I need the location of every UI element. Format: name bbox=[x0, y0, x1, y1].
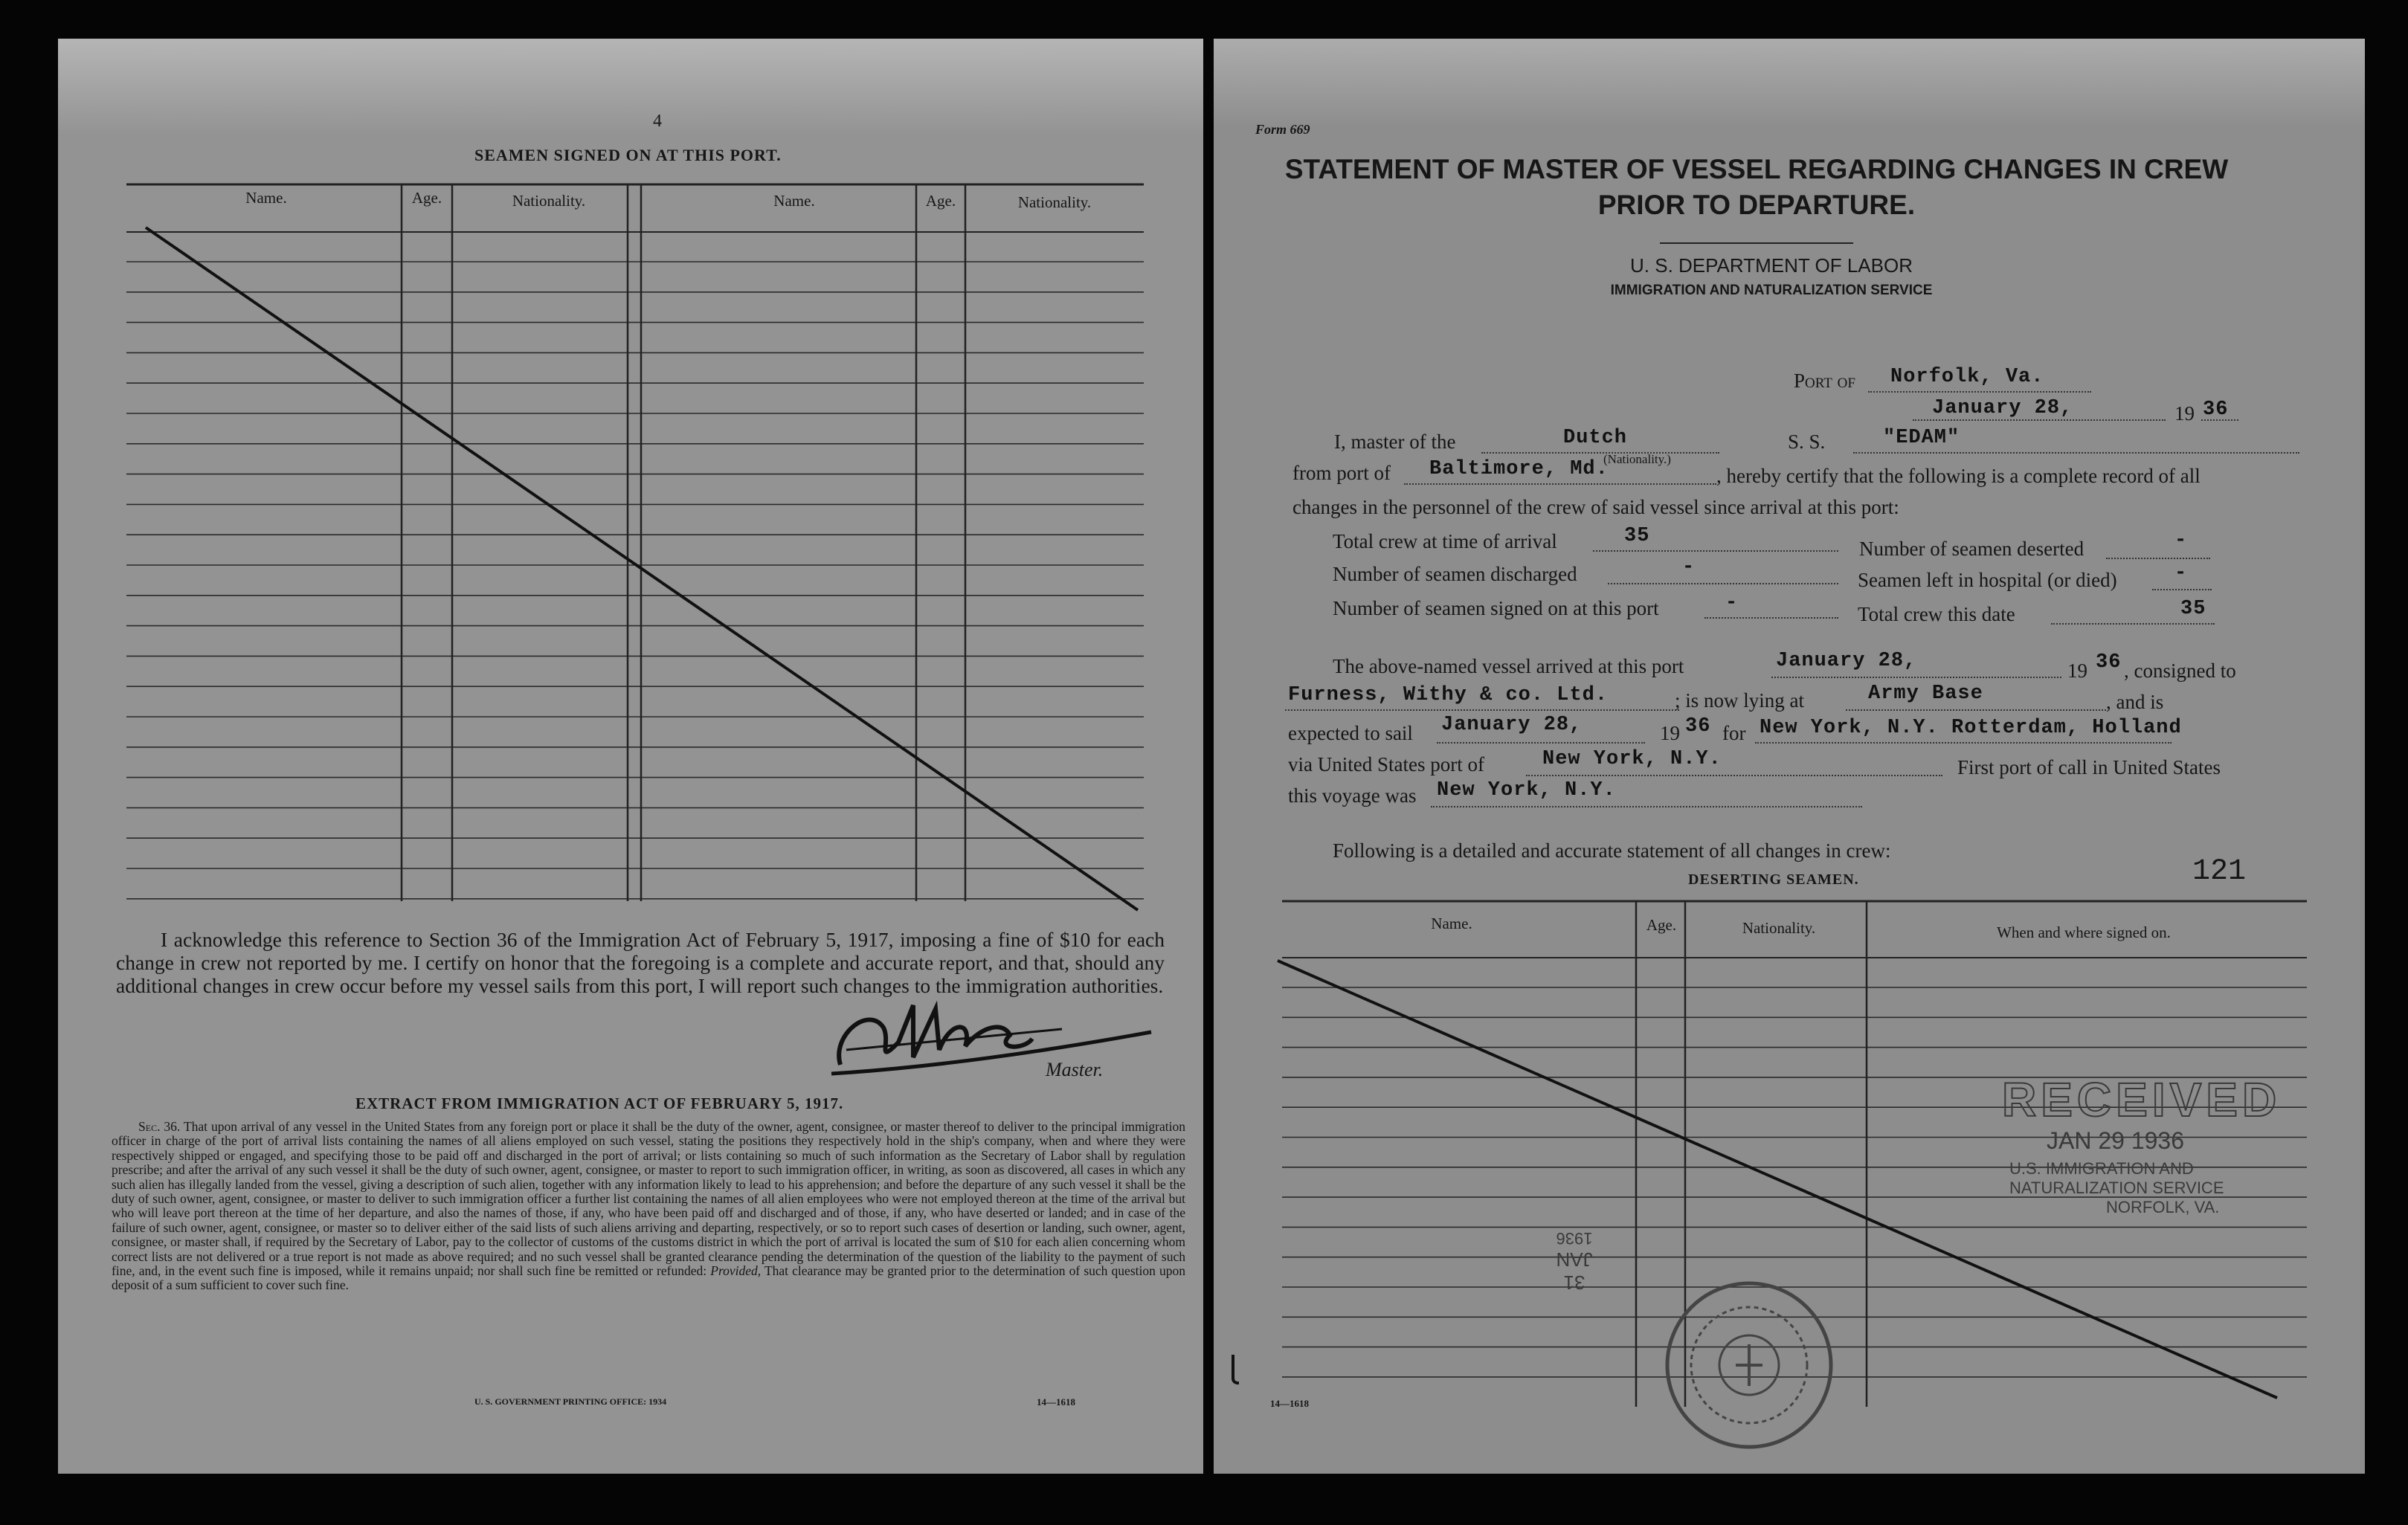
signed-on-value: - bbox=[1725, 592, 1739, 614]
received-stamp-line3: NORFOLK, VA. bbox=[2106, 1198, 2220, 1216]
form-number: Form 669 bbox=[1255, 122, 1310, 137]
left-form-code: 14—1618 bbox=[1037, 1396, 1075, 1408]
port-label: Port of bbox=[1794, 370, 1855, 392]
service: IMMIGRATION AND NATURALIZATION SERVICE bbox=[1610, 283, 1933, 298]
discharged-value: - bbox=[1682, 556, 1696, 578]
hospital-label: Seamen left in hospital (or died) bbox=[1858, 569, 2117, 591]
col-nationality-2: Nationality. bbox=[1017, 193, 1092, 211]
via-value: New York, N.Y. bbox=[1542, 748, 1722, 770]
circular-seal bbox=[1214, 39, 2365, 1474]
lying-label: ; is now lying at bbox=[1675, 689, 1804, 712]
deserted-label: Number of seamen deserted bbox=[1859, 538, 2085, 560]
and-is-label: , and is bbox=[2106, 691, 2164, 713]
port-value: Norfolk, Va. bbox=[1890, 366, 2044, 388]
arrived-label: The above-named vessel arrived at this port bbox=[1333, 655, 1684, 677]
received-stamp-date: JAN 29 1936 bbox=[2047, 1127, 2185, 1154]
department: U. S. DEPARTMENT OF LABOR bbox=[1630, 254, 1913, 277]
form-title-line2: PRIOR TO DEPARTURE. bbox=[1597, 190, 1916, 220]
for-label: for bbox=[1722, 722, 1746, 744]
handwritten-number: 121 bbox=[2192, 855, 2247, 889]
total-arrival-value: 35 bbox=[1624, 525, 1650, 547]
col-nationality-1: Nationality. bbox=[512, 192, 586, 210]
sail-year-prefix: 19 bbox=[1660, 722, 1680, 744]
extract-proviso: That clearance may be granted prior to the determination of such question upon deposit of a sum sufficient to cover such fine. bbox=[112, 1263, 1185, 1293]
jan-stamp-year: 1936 bbox=[1556, 1229, 1593, 1248]
nationality-value: Dutch bbox=[1563, 427, 1628, 449]
changes-text: changes in the personnel of the crew of said vessel since arrival at this port: bbox=[1292, 496, 1899, 518]
certify-text: , hereby certify that the following is a complete record of all bbox=[1716, 465, 2201, 487]
hospital-value: - bbox=[2174, 562, 2188, 584]
received-stamp-title: RECEIVED bbox=[2002, 1073, 2282, 1126]
total-arrival-label: Total crew at time of arrival bbox=[1333, 530, 1557, 552]
following-text: Following is a detailed and accurate statement of all changes in crew: bbox=[1333, 839, 1891, 862]
master-of-label: I, master of the bbox=[1334, 431, 1456, 453]
deserting-title: DESERTING SEAMEN. bbox=[1688, 871, 1859, 888]
desert-col-age: Age. bbox=[1646, 916, 1677, 934]
year-prefix: 19 bbox=[2174, 402, 2195, 425]
arrived-year-prefix: 19 bbox=[2067, 660, 2087, 682]
right-form-code: 14—1618 bbox=[1270, 1398, 1309, 1409]
received-stamp-line1: U.S. IMMIGRATION AND bbox=[2009, 1159, 2194, 1178]
consigned-label: , consigned to bbox=[2124, 660, 2236, 682]
desert-col-name: Name. bbox=[1431, 915, 1472, 932]
printer-line: U. S. GOVERNMENT PRINTING OFFICE: 1934 bbox=[474, 1396, 667, 1407]
voyage-label: this voyage was bbox=[1288, 784, 1417, 807]
from-port-value: Baltimore, Md. bbox=[1429, 458, 1609, 480]
total-date-label: Total crew this date bbox=[1858, 603, 2015, 625]
left-page bbox=[58, 39, 1203, 1474]
total-date-value: 35 bbox=[2180, 598, 2206, 620]
extract-title: EXTRACT FROM IMMIGRATION ACT OF FEBRUARY 5, 1917. bbox=[355, 1094, 844, 1112]
extract-section: Sec. 36. bbox=[138, 1119, 181, 1134]
right-page bbox=[1214, 39, 2365, 1474]
voyage-value: New York, N.Y. bbox=[1437, 779, 1616, 802]
desert-col-signed: When and where signed on. bbox=[1997, 923, 2171, 941]
expected-label: expected to sail bbox=[1288, 722, 1413, 744]
acknowledgment-text: I acknowledge this reference to Section 36 of the Immigration Act of February 5, 1917, imposing a fine of $10 for each change in crew not reported by me. I certify on honor that the foregoing is a complete and accurate report, and that, should any additional changes in crew occur before my vessel sails from this port, I will report such changes to the immigration authorities. bbox=[116, 928, 1165, 997]
year-suffix: 36 bbox=[2203, 399, 2229, 421]
via-label: via United States port of bbox=[1288, 753, 1484, 776]
date-value: January 28, bbox=[1932, 397, 2073, 419]
first-port-label: First port of call in United States bbox=[1957, 756, 2221, 778]
destination-value: New York, N.Y. Rotterdam, Holland bbox=[1760, 717, 2182, 739]
lying-value: Army Base bbox=[1868, 683, 1983, 705]
ship-name: "EDAM" bbox=[1883, 427, 1960, 449]
discharged-label: Number of seamen discharged bbox=[1333, 563, 1577, 585]
sail-value: January 28, bbox=[1441, 714, 1583, 736]
col-age-2: Age. bbox=[925, 192, 956, 210]
col-age-1: Age. bbox=[411, 189, 442, 207]
jan-stamp-month: JAN bbox=[1556, 1248, 1593, 1271]
arrived-year-suffix: 36 bbox=[2096, 651, 2122, 674]
desert-col-nationality: Nationality. bbox=[1742, 919, 1816, 937]
pencil-mark bbox=[1232, 1355, 1239, 1384]
jan-stamp-day: 31 bbox=[1563, 1271, 1586, 1294]
consignee-value: Furness, Withy & co. Ltd. bbox=[1288, 684, 1609, 706]
nationality-caption: (Nationality.) bbox=[1603, 452, 1671, 466]
col-name-1: Name. bbox=[245, 189, 287, 207]
signature-role: Master. bbox=[1046, 1059, 1104, 1080]
extract-proviso-label: Provided, bbox=[710, 1263, 762, 1279]
signed-on-table-title: SEAMEN SIGNED ON AT THIS PORT. bbox=[474, 146, 782, 164]
received-stamp-line2: NATURALIZATION SERVICE bbox=[2009, 1179, 2224, 1197]
deserted-value: - bbox=[2174, 529, 2188, 552]
page-number: 4 bbox=[653, 112, 662, 131]
extract-body bbox=[112, 1120, 1185, 1293]
signed-on-label: Number of seamen signed on at this port bbox=[1333, 597, 1659, 619]
arrived-value: January 28, bbox=[1776, 650, 1917, 672]
col-name-2: Name. bbox=[773, 192, 815, 210]
extract-text: That upon arrival of any vessel in the United States from any foreign port or place it shall be the duty of the owner, agent, consignee, or master thereof to deliver to the principal immigration officer in charge of the port of arrival lists containing the names of all aliens employed on such vessel, stating the positions they respectively hold in the ship's company, when and where they were respectively shipped or engaged, and specifying those to be paid off and discharged in the port of arrival; or lists containing so much of such information as the Secretary of Labor shall by regulation prescribe; and after the arrival of any such vessel it shall be the duty of such owner, agent, consignee, or master to report to such immigration officer, in writing, as soon as discovered, all cases in which any such alien has illegally landed from the vessel, giving a description of such alien, together with any information likely to lead to his apprehension; and before the departure of any such vessel it shall be the duty of such owner, agent, consignee, or master to deliver to such immigration officer a further list containing the names of all alien employees who were not employed thereon at the time of the arrival but who will leave port thereon at the time of her departure, and also the names of those, if any, who have been paid off and discharged and of those, if any, who have deserted or landed; and in case of the failure of such owner, agent, consignee, or master so to deliver either of the said lists of such aliens arriving and departing, respectively, or so to report such cases of desertion or landing, such owner, agent, consignee, or master shall, if required by the Secretary of Labor, pay to the collector of customs of the customs district in which the port of arrival is located the sum of $10 for each alien concerning whom correct lists are not delivered or a true report is not made as above required; and no such vessel shall be granted clearance pending the determination of the question of the liability to the payment of such fine, and, in the event such fine is imposed, while it remains unpaid; nor shall such fine be remitted or refunded: bbox=[112, 1119, 1185, 1279]
sail-year-suffix: 36 bbox=[1685, 715, 1711, 738]
ss-label: S. S. bbox=[1788, 431, 1826, 453]
from-port-label: from port of bbox=[1292, 462, 1391, 484]
form-title-line1: STATEMENT OF MASTER OF VESSEL REGARDING CHANGES IN CREW bbox=[1284, 154, 2229, 184]
